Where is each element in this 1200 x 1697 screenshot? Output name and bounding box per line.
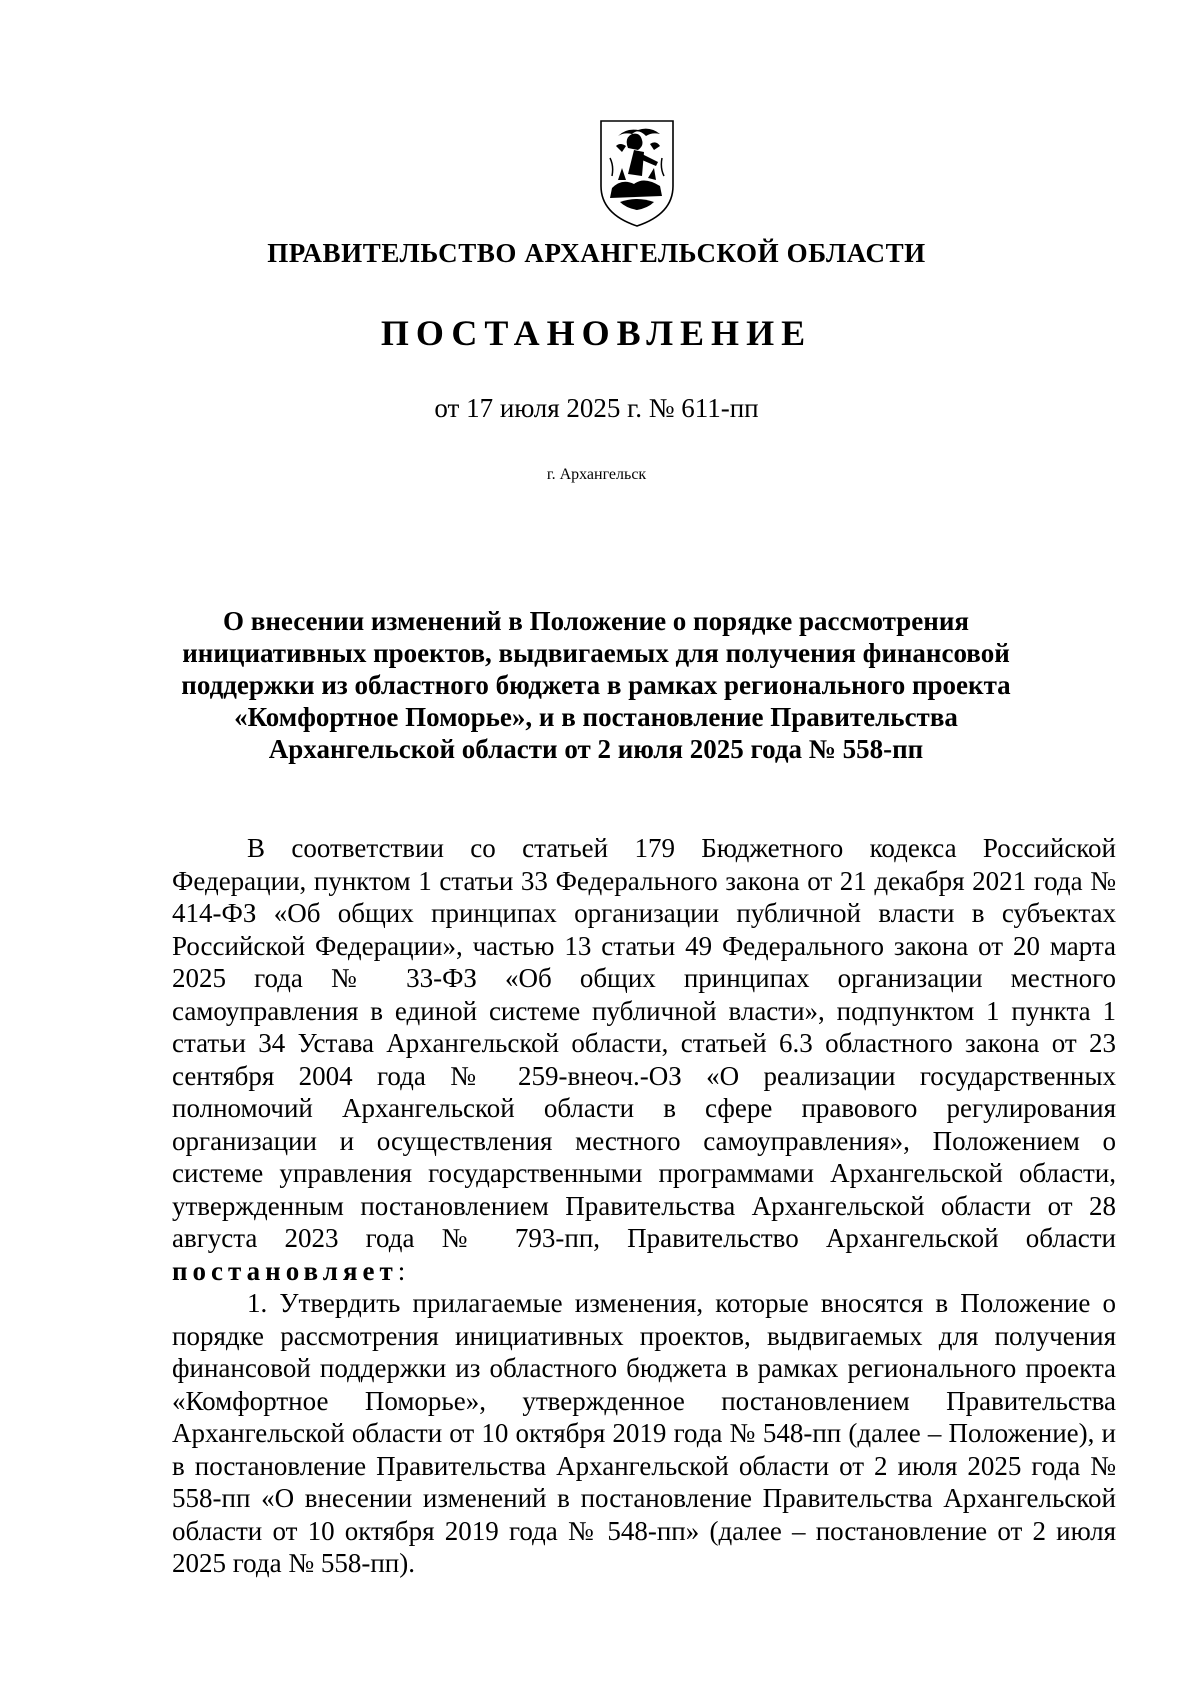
subject-line: поддержки из областного бюджета в рамках регионального проекта (181, 670, 1011, 700)
decree-word: постановляет (172, 1255, 398, 1286)
coat-of-arms-icon (598, 118, 676, 228)
decree-colon: : (397, 1255, 406, 1286)
subject-line: О внесении изменений в Положение о порядке рассмотрения (223, 606, 969, 636)
government-name: ПРАВИТЕЛЬСТВО АРХАНГЕЛЬСКОЙ ОБЛАСТИ (267, 238, 926, 268)
subject-line: «Комфортное Поморье», и в постановление Правительства (234, 702, 958, 732)
document-city: г. Архангельск (546, 466, 647, 483)
document-type: ПОСТАНОВЛЕНИЕ (380, 313, 813, 353)
subject-line: Архангельской области от 2 июля 2025 года № 558-пп (268, 734, 924, 764)
document-body (172, 832, 1116, 1580)
preamble-text: В соответствии со статьей 179 Бюджетного кодекса Российской Федерации, пунктом 1 статьи 33 Федерального закона от 21 декабря 2021 года № 414-ФЗ «Об общих принципах организации публичной власти в субъектах Российской Федерации», частью 13 статьи 49 Федерального закона от 20 марта 2025 года № 33-ФЗ «Об общих принципах организации местного самоуправления в единой системе публичной власти», подпунктом 1 пункта 1 статьи 34 Устава Архангельской области, статьей 6.3 областного закона от 23 сентября 2004 года № 259-внеоч.-ОЗ «О реализации государственных полномочий Архангельской области в сфере правового регулирования организации и осуществления местного самоуправления», Положением о системе управления государственными программами Архангельской области, утвержденным постановлением Правительства Архангельской области от 28 августа 2023 года № 793-пп, Правительство Архангельской области (172, 833, 1116, 1253)
item-1-paragraph: 1. Утвердить прилагаемые изменения, которые вносятся в Положение о порядке рассмотрения инициативных проектов, выдвигаемых для получения финансовой поддержки из областного бюджета в рамках регионального проекта «Комфортное Поморье», утвержденное постановлением Правительства Архангельской области от 10 октября 2019 года № 548-пп (далее – Положение), и в постановление Правительства Архангельской области от 2 июля 2025 года № 558-пп «О внесении изменений в постановление Правительства Архангельской области от 10 октября 2019 года № 548-пп» (далее – постановление от 2 июля 2025 года № 558-пп). (172, 1288, 1116, 1578)
preamble-paragraph (172, 832, 1116, 1287)
document-subject (170, 605, 1022, 765)
document-date-number: от 17 июля 2025 г. № 611-пп (434, 393, 759, 423)
subject-line: инициативных проектов, выдвигаемых для получения финансовой (182, 638, 1010, 668)
